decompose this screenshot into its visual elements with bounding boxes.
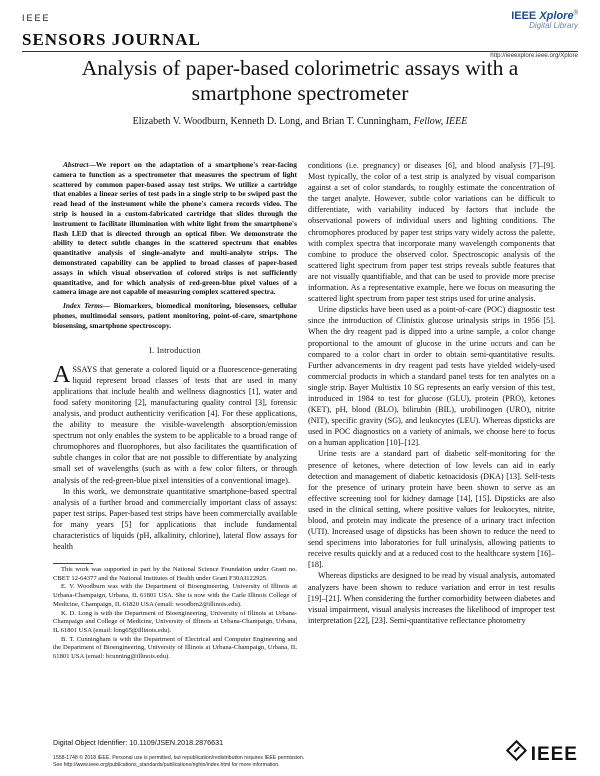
paper-authors [30, 116, 570, 127]
ieee-footer-wordmark: IEEE [530, 744, 578, 765]
intro-paragraph-1-text: SSAYS that generate a colored liquid or a fluorescence-generating liquid represent broad classes of tests that are used in many applications that include health and wellness diagnostics [1], water and food safety monitoring [2], manufacturing quality control [3], forensic analysis, and product authenticity verification [4]. For these applications, the ability to measure the visible-wavelength absorption/emission spectrum not only enables the system to be applicable to a broad range of chromophores and fluorophores, but also facilitates the quantification of subtle changes in color that are not possible to differentiate by analyzing small set of wavelengths (such as with a few color filters, or through analysis of the red-green-blue pixel intensities of a conventional image). [53, 364, 297, 485]
right-paragraph-2: Urine dipsticks have been used as a point-of-care (POC) diagnostic test since the introduction of Clinistix glucose urinalysis strips in 1956 [5]. When the dry reagent pad is dipped into a urine sample, a color change proportional to the amount of glucose in the urine occurs and can be compared to a color chart in order to obtain semi-quantitative results. Further advancements in dry reagent pad tests have yielded widely-used commercial products in which a standard panel tests for ten analytes on a single strip. Bayer Multistix 10 SG represents an early version of this test, introduced in 1984 to test for glucose (GLU), protein (PRO), ketones (KET), pH, blood (BLO), bilirubin (BIL), urobilinogen (URO), nitrite (NIT), specific gravity (SG), and leukocytes (LEU). Whereas dipsticks are used in POC diagnostics on a variety of animals, we choose here to focus on a human application [10]–[12]. [308, 305, 555, 448]
ieee-diamond-icon [506, 740, 527, 761]
footnote-author-1: E. V. Woodburn was with the Department of Bioengineering, University of Illinois at Urbana-Champaign, Urbana, IL 61801 USA. She is now with the Carle Illinois College of Medicine, Champaign, IL 61820 USA (email: woodbrn2@illinois.edu). [53, 583, 297, 608]
ieee-wordmark-top: IEEE [22, 13, 51, 23]
footnote-author-2: K. D. Long is with the Department of Bioengineering, University of Illinois at Urbana-Champaign and College of Medicine, University of Illinois at Urbana-Champaign, Urbana, IL 61801 USA (email: long65@illinois.edu). [53, 609, 297, 634]
footnotes [53, 566, 297, 662]
doi: Digital Object Identifier: 10.1109/JSEN.2018.2876631 [53, 738, 224, 747]
index-terms [53, 301, 297, 330]
drop-cap: A [53, 361, 71, 388]
intro-paragraph-1 [53, 361, 297, 486]
abstract-body: —We report on the adaptation of a smartphone's rear-facing camera to function as a spectrometer that measures the spectrum of light scattered by common paper-based assay test strips. We utilize a cartridge that enables a linear series of test pads in a single strip to be swiped past the read head of the instrument while the phone's camera records video. The strip is housed in a custom-fabricated cartridge that slides through the instrument to facilitate illumination with white light from the smartphone's flash LED that is directed through an optical fiber. We demonstrate the ability to detect subtle changes in the scattered spectrum that enables quantitative analysis of single-analyte and multi-analyte strips. The demonstrated capability can be applied to broad classes of paper-based assays in which visual observation of colored strips is not sufficiently quantitative, and for which analysis of red-green-blue pixel values of a camera image are not capable of measuring complex scattered spectra. [53, 160, 297, 297]
copyright-line-2: See http://www.ieee.org/publications_standards/publications/rights/index.html for more information. [53, 762, 280, 768]
section-heading-introduction: I. Introduction [149, 345, 201, 355]
xplore-brand: IEEE [511, 10, 537, 22]
copyright-notice [53, 755, 453, 769]
abstract [53, 160, 297, 297]
ieee-footer-logo [509, 743, 578, 766]
copyright-line-1: 1558-1748 © 2018 IEEE. Personal use is permitted, but republication/redistribution requires IEEE permission. [53, 755, 305, 761]
intro-paragraph-2: In this work, we demonstrate quantitative smartphone-based spectral analysis of a further broad and commercially important class of assays: paper test strips. Paper-based test strips have been commercially available for many years [5] for applications that include fundamental characteristics of liquids (pH, alkalinity, chlorine), lateral flow assays for health [53, 486, 297, 552]
right-paragraph-3: Urine tests are a standard part of diabetic self-monitoring for the presence of ketones, where detection of low levels can aid in early detection and management of diabetic ketoacidosis (DKA) [13]. Self-tests for the presence of urinary protein have been shown to serve as an effective screening tool for kidney damage [14], [15]. Dipsticks are also used in the clinical setting, where positive values for leukocytes, nitrite, blood, and protein may indicate the presence of a urinary tract infection (UTI). Increased usage of dipsticks has been shown to reduce the need to send specimens into laboratories for full urinalysis, allowing patients to receive results quickly and at a reduced cost to the healthcare system [16]–[18]. [308, 449, 555, 570]
xplore-url[interactable]: http://ieeexplore.ieee.org/Xplore [490, 52, 578, 59]
author-names: Elizabeth V. Woodburn, Kenneth D. Long, and Brian T. Cunningham, [132, 116, 412, 127]
index-terms-body: — Biomarkers, biomedical monitoring, biosensors, cellular phones, multimodal sensors, patient monitoring, point-of-care, smartphone biosensing, smartphone spectroscopy. [53, 301, 297, 330]
footnote-author-3: B. T. Cunningham is with the Department of Electrical and Computer Engineering and the Department of Bioengineering, University of Illinois at Urbana-Champaign, Urbana, IL 61801 USA (email: bcunning@illinois.edu). [53, 635, 297, 661]
right-paragraph-1: conditions (i.e. pregnancy) or diseases [6], and blood analysis [7]–[9]. Most typically, the color of a test strip is analyzed by visual comparison against a set of color standards, to roughly estimate the concentration of the target analyte. However, subtle color variations can be difficult to differentiate, with variability induced by factors that include the observational powers of individual users and lighting conditions. The chromophores produced by paper test strips vary widely across the palette, with complex spectra that incorporate many wavelength components that combine to produce the observed color. Spectroscopic analysis of the scattered light spectrum from paper test strips reveals subtle features that are not visually quantifiable, and that can be used to provide more precise information. As a representative example, here we focus on measuring the scattered light spectrum from paper test strips used for urine analysis. [308, 161, 555, 304]
footnote-rule [53, 563, 93, 564]
right-column [308, 160, 555, 626]
abstract-heading: Abstract [63, 160, 89, 169]
xplore-brand-italic: Xplore [539, 10, 574, 22]
author-suffix: Fellow, IEEE [411, 116, 468, 127]
footnote-funding: This work was supported in part by the National Science Foundation under Grant no. CBET 12-64377 and the National Institutes of Health under Grant F30AI122925. [53, 566, 297, 582]
right-paragraph-4: Whereas dipsticks are designed to be read by visual analysis, automated analyzers have been shown to reduce variation and error in test results [19]–[21]. When considering the further comorbidity between diabetes and visual impairment, visual analysis increases the likelihood of improper test interpretation [22], [23]. Semi-quantitative reflectance photometry [308, 571, 555, 625]
xplore-reg: ® [573, 10, 578, 17]
journal-name: SENSORS JOURNAL [22, 30, 201, 49]
ieee-xplore-logo [511, 10, 578, 30]
index-terms-heading: Index Terms [63, 301, 103, 311]
paper-title: Analysis of paper-based colorimetric assays with a smartphone spectrometer [81, 56, 519, 105]
xplore-sub: Digital Library [529, 21, 578, 30]
left-column [53, 160, 297, 552]
